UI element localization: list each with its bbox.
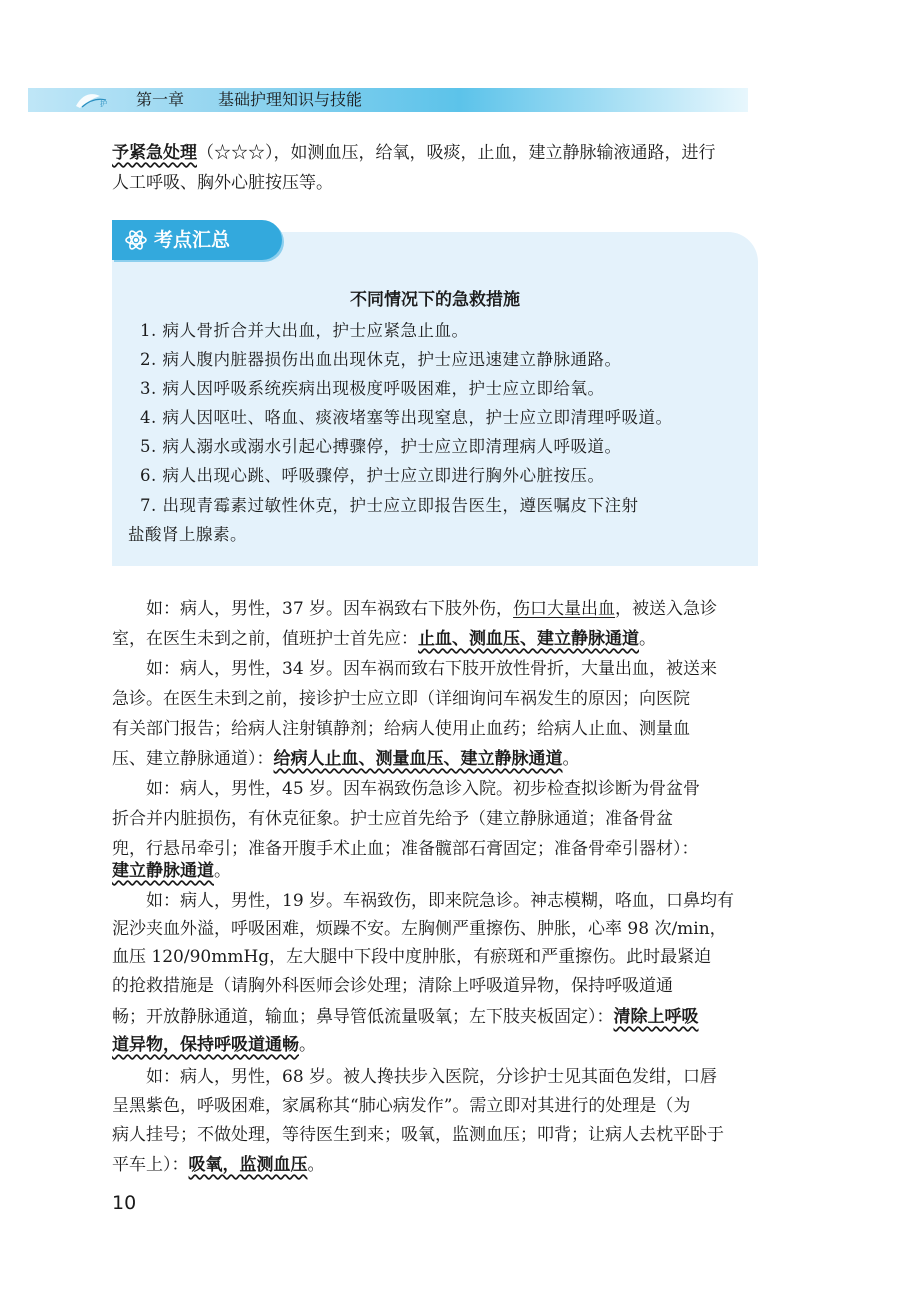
case-text: 。 — [299, 1035, 316, 1055]
case-1-line-1 — [112, 594, 762, 624]
intro-emphasis: 予紧急处理 — [112, 143, 197, 163]
case-text: 。 — [639, 629, 656, 649]
summary-item: 5. 病人溺水或溺水引起心搏骤停，护士应立即清理病人呼吸道。 — [140, 437, 622, 456]
intro-rest: ，如测血压，给氧，吸痰，止血，建立静脉输液通路，进行 — [273, 143, 716, 163]
case-answer: 给病人止血、测量血压、建立静脉通道 — [273, 749, 563, 769]
atom-icon — [124, 228, 148, 252]
page-number: 10 — [112, 1192, 137, 1214]
case-answer: 建立静脉通道 — [112, 861, 214, 881]
summary-item-continued: 盐酸肾上腺素。 — [128, 525, 247, 544]
case-text: 如：病人，男性，37 岁。因车祸致右下肢外伤， — [146, 599, 514, 619]
intro-line-2: 人工呼吸、胸外心脏按压等。 — [112, 173, 333, 193]
case-4-line-2: 泥沙夹血外溢，呼吸困难，烦躁不安。左胸侧严重擦伤、肿胀，心率 98 次/min， — [112, 919, 727, 939]
case-4-line-1: 如：病人，男性，19 岁。车祸致伤，即来院急诊。神志模糊，咯血，口鼻均有 — [146, 891, 735, 911]
summary-item: 7. 出现青霉素过敏性休克，护士应立即报告医生，遵医嘱皮下注射 — [140, 496, 639, 515]
case-answer: 吸氧，监测血压 — [188, 1155, 308, 1175]
case-4-line-5 — [112, 1002, 762, 1032]
case-text: 。 — [214, 861, 231, 881]
chapter-title: 基础护理知识与技能 — [218, 90, 363, 109]
summary-item: 6. 病人出现心跳、呼吸骤停，护士应立即进行胸外心脏按压。 — [140, 466, 605, 485]
summary-tag — [112, 220, 282, 260]
case-text: 。 — [307, 1155, 325, 1175]
case-text: 室，在医生未到之前，值班护士首先应： — [112, 629, 418, 649]
case-text: 压、建立静脉通道）： — [112, 749, 274, 769]
case-5-line-2: 呈黑紫色，呼吸困难，家属称其“肺心病发作”。需立即对其进行的处理是（为 — [112, 1096, 691, 1116]
case-5-line-4 — [112, 1150, 762, 1180]
case-4-line-6 — [112, 1030, 762, 1060]
case-2-line-1: 如：病人，男性，34 岁。因车祸而致右下肢开放性骨折，大量出血，被送来 — [146, 659, 718, 679]
case-2-line-2: 急诊。在医生未到之前，接诊护士应立即（详细询问车祸发生的原因；向医院 — [112, 689, 690, 709]
case-5-line-3: 病人挂号；不做处理，等待医生到来；吸氧，监测血压；叩背；让病人去枕平卧于 — [112, 1125, 724, 1145]
case-answer: 道异物，保持呼吸道通畅 — [112, 1035, 299, 1055]
case-5-line-1: 如：病人，男性，68 岁。被人搀扶步入医院，分诊护士见其面色发绀，口唇 — [146, 1067, 718, 1087]
chapter-label: 第一章 — [136, 90, 185, 109]
summary-item: 3. 病人因呼吸系统疾病出现极度呼吸困难，护士应立即给氧。 — [140, 379, 605, 398]
case-3-line-1: 如：病人，男性，45 岁。因车祸致伤急诊入院。初步检查拟诊断为骨盆骨 — [146, 779, 701, 799]
case-text: 平车上）： — [112, 1155, 189, 1175]
case-3-line-2: 折合并内脏损伤，有休克征象。护士应首先给予（建立静脉通道；准备骨盆 — [112, 809, 673, 829]
case-answer: 止血、测血压、建立静脉通道 — [418, 629, 639, 649]
case-text: ，被送入急诊 — [615, 599, 718, 619]
book-logo-icon — [72, 90, 132, 110]
case-4-line-3: 血压 120/90mmHg，左大腿中下段中度肿胀，有瘀斑和严重擦伤。此时最紧迫 — [112, 947, 712, 967]
case-3-line-4 — [112, 856, 762, 886]
case-text: 。 — [562, 749, 580, 769]
intro-stars: （☆☆☆） — [197, 143, 274, 163]
svg-text:护: 护 — [100, 100, 107, 108]
chapter-header — [28, 88, 748, 112]
case-text: 畅；开放静脉通道，输血；鼻导管低流量吸氧；左下肢夹板固定）： — [112, 1007, 614, 1027]
summary-item: 1. 病人骨折合并大出血，护士应紧急止血。 — [140, 321, 469, 340]
case-answer: 清除上呼吸 — [613, 1007, 699, 1027]
intro-line-1 — [112, 138, 762, 168]
summary-item: 2. 病人腹内脏器损伤出血出现休克，护士应迅速建立静脉通路。 — [140, 350, 622, 369]
case-underlined: 伤口大量出血 — [513, 599, 616, 619]
summary-tag-label: 考点汇总 — [154, 229, 231, 251]
case-3-line-3: 兜，行悬吊牵引；准备开腹手术止血；准备髋部石膏固定；准备骨牵引器材）： — [112, 839, 699, 859]
case-2-line-4 — [112, 744, 762, 774]
case-2-line-3: 有关部门报告；给病人注射镇静剂；给病人使用止血药；给病人止血、测量血 — [112, 719, 690, 739]
summary-title: 不同情况下的急救措施 — [350, 290, 520, 310]
summary-item: 4. 病人因呕吐、咯血、痰液堵塞等出现窒息，护士应立即清理呼吸道。 — [140, 408, 673, 427]
case-4-line-4: 的抢救措施是（请胸外科医师会诊处理；清除上呼吸道异物，保持呼吸道通 — [112, 976, 673, 996]
case-1-line-2 — [112, 624, 762, 654]
